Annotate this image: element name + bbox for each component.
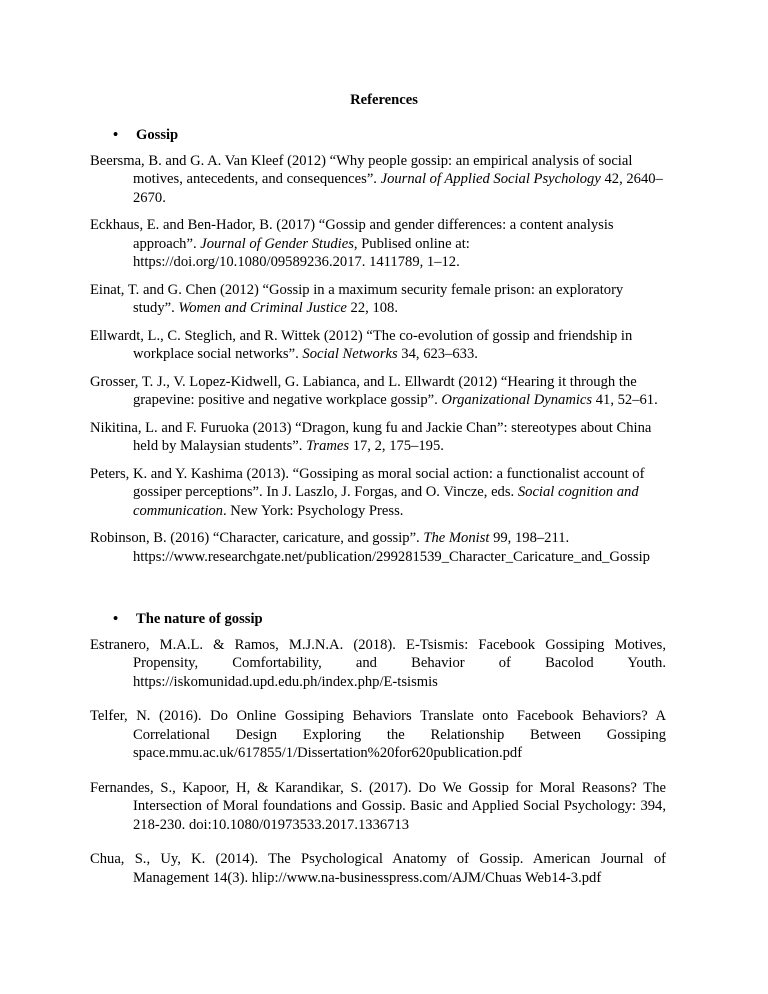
section-heading	[0, 126, 768, 145]
section-heading	[0, 610, 768, 629]
reference-entry: Ellwardt, L., C. Steglich, and R. Wittek (2012) “The co-evolution of gossip and friendship in workplace social networks”. Social Networks 34, 623–633.	[90, 327, 633, 362]
reference-entry: Telfer, N. (2016). Do Online Gossiping Behaviors Translate onto Facebook Behaviors? A Correlational Design Exploring the Relationship Between Gossiping space.mmu.ac.uk/617855/1/Dissertation%20for620publication.pdf	[90, 708, 666, 761]
section-heading-text: Gossip	[136, 127, 179, 143]
reference-entry: Fernandes, S., Kapoor, H, & Karandikar, S. (2017). Do We Gossip for Moral Reasons? The Intersection of Moral foundations and Gossip. Basic and Applied Social Psychology: 394, 218-230. doi:10.1080/01973533.2017.1336713	[90, 779, 666, 833]
bullet-icon: •	[113, 611, 119, 627]
reference-entry: Estranero, M.A.L. & Ramos, M.J.N.A. (2018). E-Tsismis: Facebook Gossiping Motives, Propensity, Comfortability, and Behavior of Bacolod Youth. https://iskomunidad.upd.edu.ph/index.php/E-tsismis	[90, 636, 666, 690]
reference-entry: Chua, S., Uy, K. (2014). The Psychological Anatomy of Gossip. American Journal of Management 14(3). hlip://www.na-businesspress.com/AJM/Chuas Web14-3.pdf	[90, 851, 666, 886]
reference-entry: Robinson, B. (2016) “Character, caricature, and gossip”. The Monist 99, 198–211. https://www.researchgate.net/publication/299281539_Character_Caricature_and_Gossip	[90, 530, 650, 565]
section-nature-of-gossip	[0, 610, 768, 887]
reference-entry: Eckhaus, E. and Ben-Hador, B. (2017) “Gossip and gender differences: a content analysis approach”. Journal of Gender Studies, Publised online at: https://doi.org/10.1080/09589236.2017. 1411789, 1–12.	[90, 217, 614, 270]
reference-entry: Peters, K. and Y. Kashima (2013). “Gossiping as moral social action: a functionalist account of gossiper perceptions”. In J. Laszlo, J. Forgas, and O. Vincze, eds. Social cognition and communication. New York: Psychology Press.	[90, 465, 645, 519]
section-heading-text: The nature of gossip	[136, 611, 263, 627]
reference-entry: Einat, T. and G. Chen (2012) “Gossip in a maximum security female prison: an exploratory study”. Women and Criminal Justice 22, 108.	[90, 281, 624, 316]
section-gossip	[0, 126, 768, 566]
reference-entry: Grosser, T. J., V. Lopez-Kidwell, G. Labianca, and L. Ellwardt (2012) “Hearing it through the grapevine: positive and negative workplace gossip”. Organizational Dynamics 41, 52–61.	[90, 373, 658, 408]
bullet-icon: •	[113, 127, 119, 143]
reference-entry: Nikitina, L. and F. Furuoka (2013) “Dragon, kung fu and Jackie Chan”: stereotypes about China held by Malaysian students”. Trames 17, 2, 175–195.	[90, 419, 652, 454]
page-title: References	[350, 92, 418, 108]
reference-entry: Beersma, B. and G. A. Van Kleef (2012) “Why people gossip: an empirical analysis of social motives, antecedents, and consequences”. Journal of Applied Social Psychology 42, 2640– 2670.	[90, 152, 663, 206]
